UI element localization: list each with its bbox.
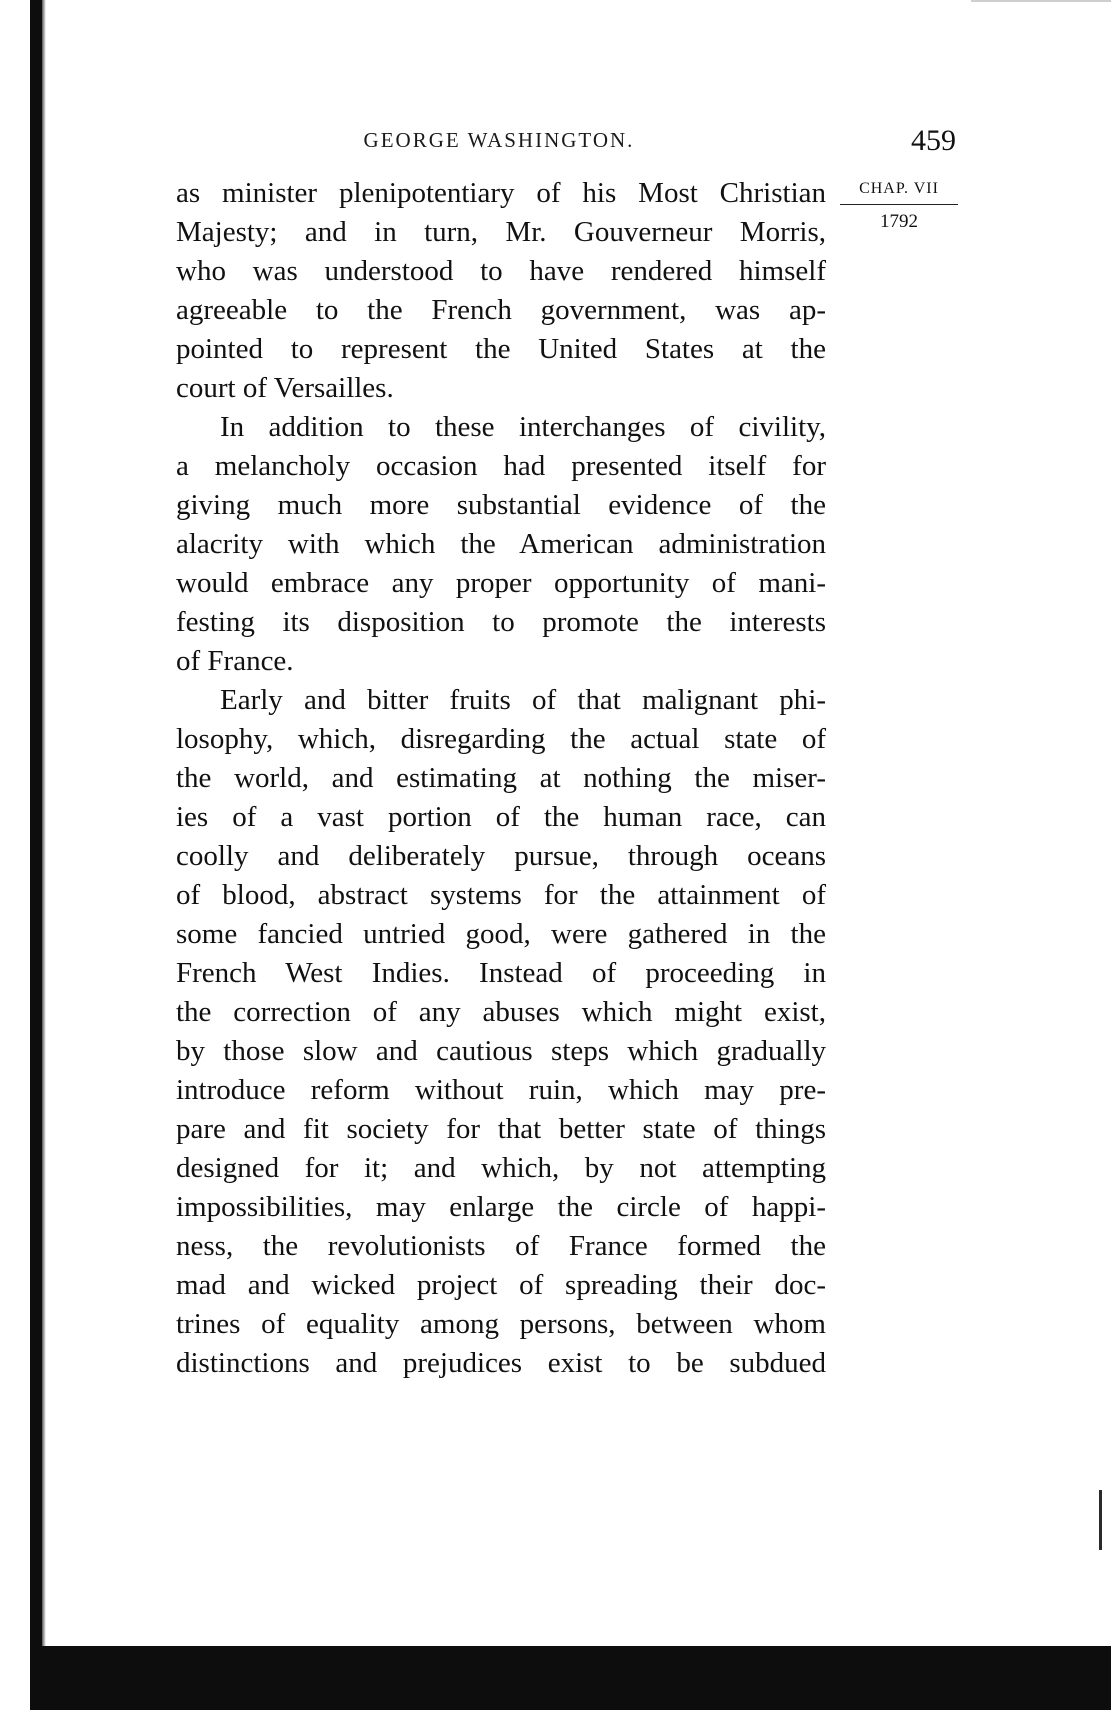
text-line: pare and fit society for that better state of things [176, 1113, 826, 1145]
text-line: trines of equality among persons, between whom [176, 1308, 826, 1340]
text-line: losophy, which, disregarding the actual state of [176, 723, 826, 755]
text-line: would embrace any proper opportunity of mani- [176, 567, 826, 599]
page-number: 459 [911, 124, 956, 157]
text-line: pointed to represent the United States at the [176, 333, 826, 365]
scan-right-mark [1099, 1490, 1102, 1550]
paragraph-1 [176, 174, 826, 408]
text-line: French West Indies. Instead of proceeding in [176, 957, 826, 989]
text-line: a melancholy occasion had presented itself for [176, 450, 826, 482]
text-line: agreeable to the French government, was ap- [176, 294, 826, 326]
text-line: ness, the revolutionists of France formed the [176, 1230, 826, 1262]
margin-note [840, 180, 958, 233]
paragraph-2 [176, 408, 826, 681]
year-label: 1792 [880, 211, 918, 232]
text-line: coolly and deliberately pursue, through oceans [176, 840, 826, 872]
text-line: as minister plenipotentiary of his Most Christian [176, 177, 826, 209]
text-line: Majesty; and in turn, Mr. Gouverneur Morris, [176, 216, 826, 248]
text-line: of blood, abstract systems for the attainment of [176, 879, 826, 911]
text-line: court of Versailles. [176, 372, 394, 404]
text-line: the world, and estimating at nothing the miser- [176, 762, 826, 794]
text-line: ies of a vast portion of the human race, can [176, 801, 826, 833]
text-line: Early and bitter fruits of that malignant phi- [220, 684, 826, 716]
binding-shadow-edge [42, 0, 46, 1650]
text-line: by those slow and cautious steps which gradually [176, 1035, 826, 1067]
text-line: designed for it; and which, by not attempting [176, 1152, 826, 1184]
text-line: distinctions and prejudices exist to be subdued [176, 1347, 826, 1379]
paragraph-3 [176, 681, 826, 1383]
text-line: mad and wicked project of spreading their doc- [176, 1269, 826, 1301]
scan-bottom-edge [30, 1646, 1111, 1710]
binding-shadow [30, 0, 42, 1650]
text-line: impossibilities, may enlarge the circle of happi- [176, 1191, 826, 1223]
text-line: In addition to these interchanges of civility, [220, 411, 826, 443]
text-line: who was understood to have rendered himself [176, 255, 826, 287]
text-line: festing its disposition to promote the interests [176, 606, 826, 638]
scan-top-rule [971, 0, 1111, 2]
text-line: of France. [176, 645, 294, 677]
text-line: some fancied untried good, were gathered in the [176, 918, 826, 950]
text-line: giving much more substantial evidence of the [176, 489, 826, 521]
body-text [176, 174, 826, 1383]
chapter-label: CHAP. VII [840, 180, 958, 205]
text-line: introduce reform without ruin, which may pre- [176, 1074, 826, 1106]
running-head: GEORGE WASHINGTON. [363, 128, 635, 152]
text-line: the correction of any abuses which might exist, [176, 996, 826, 1028]
text-line: alacrity with which the American administration [176, 528, 826, 560]
